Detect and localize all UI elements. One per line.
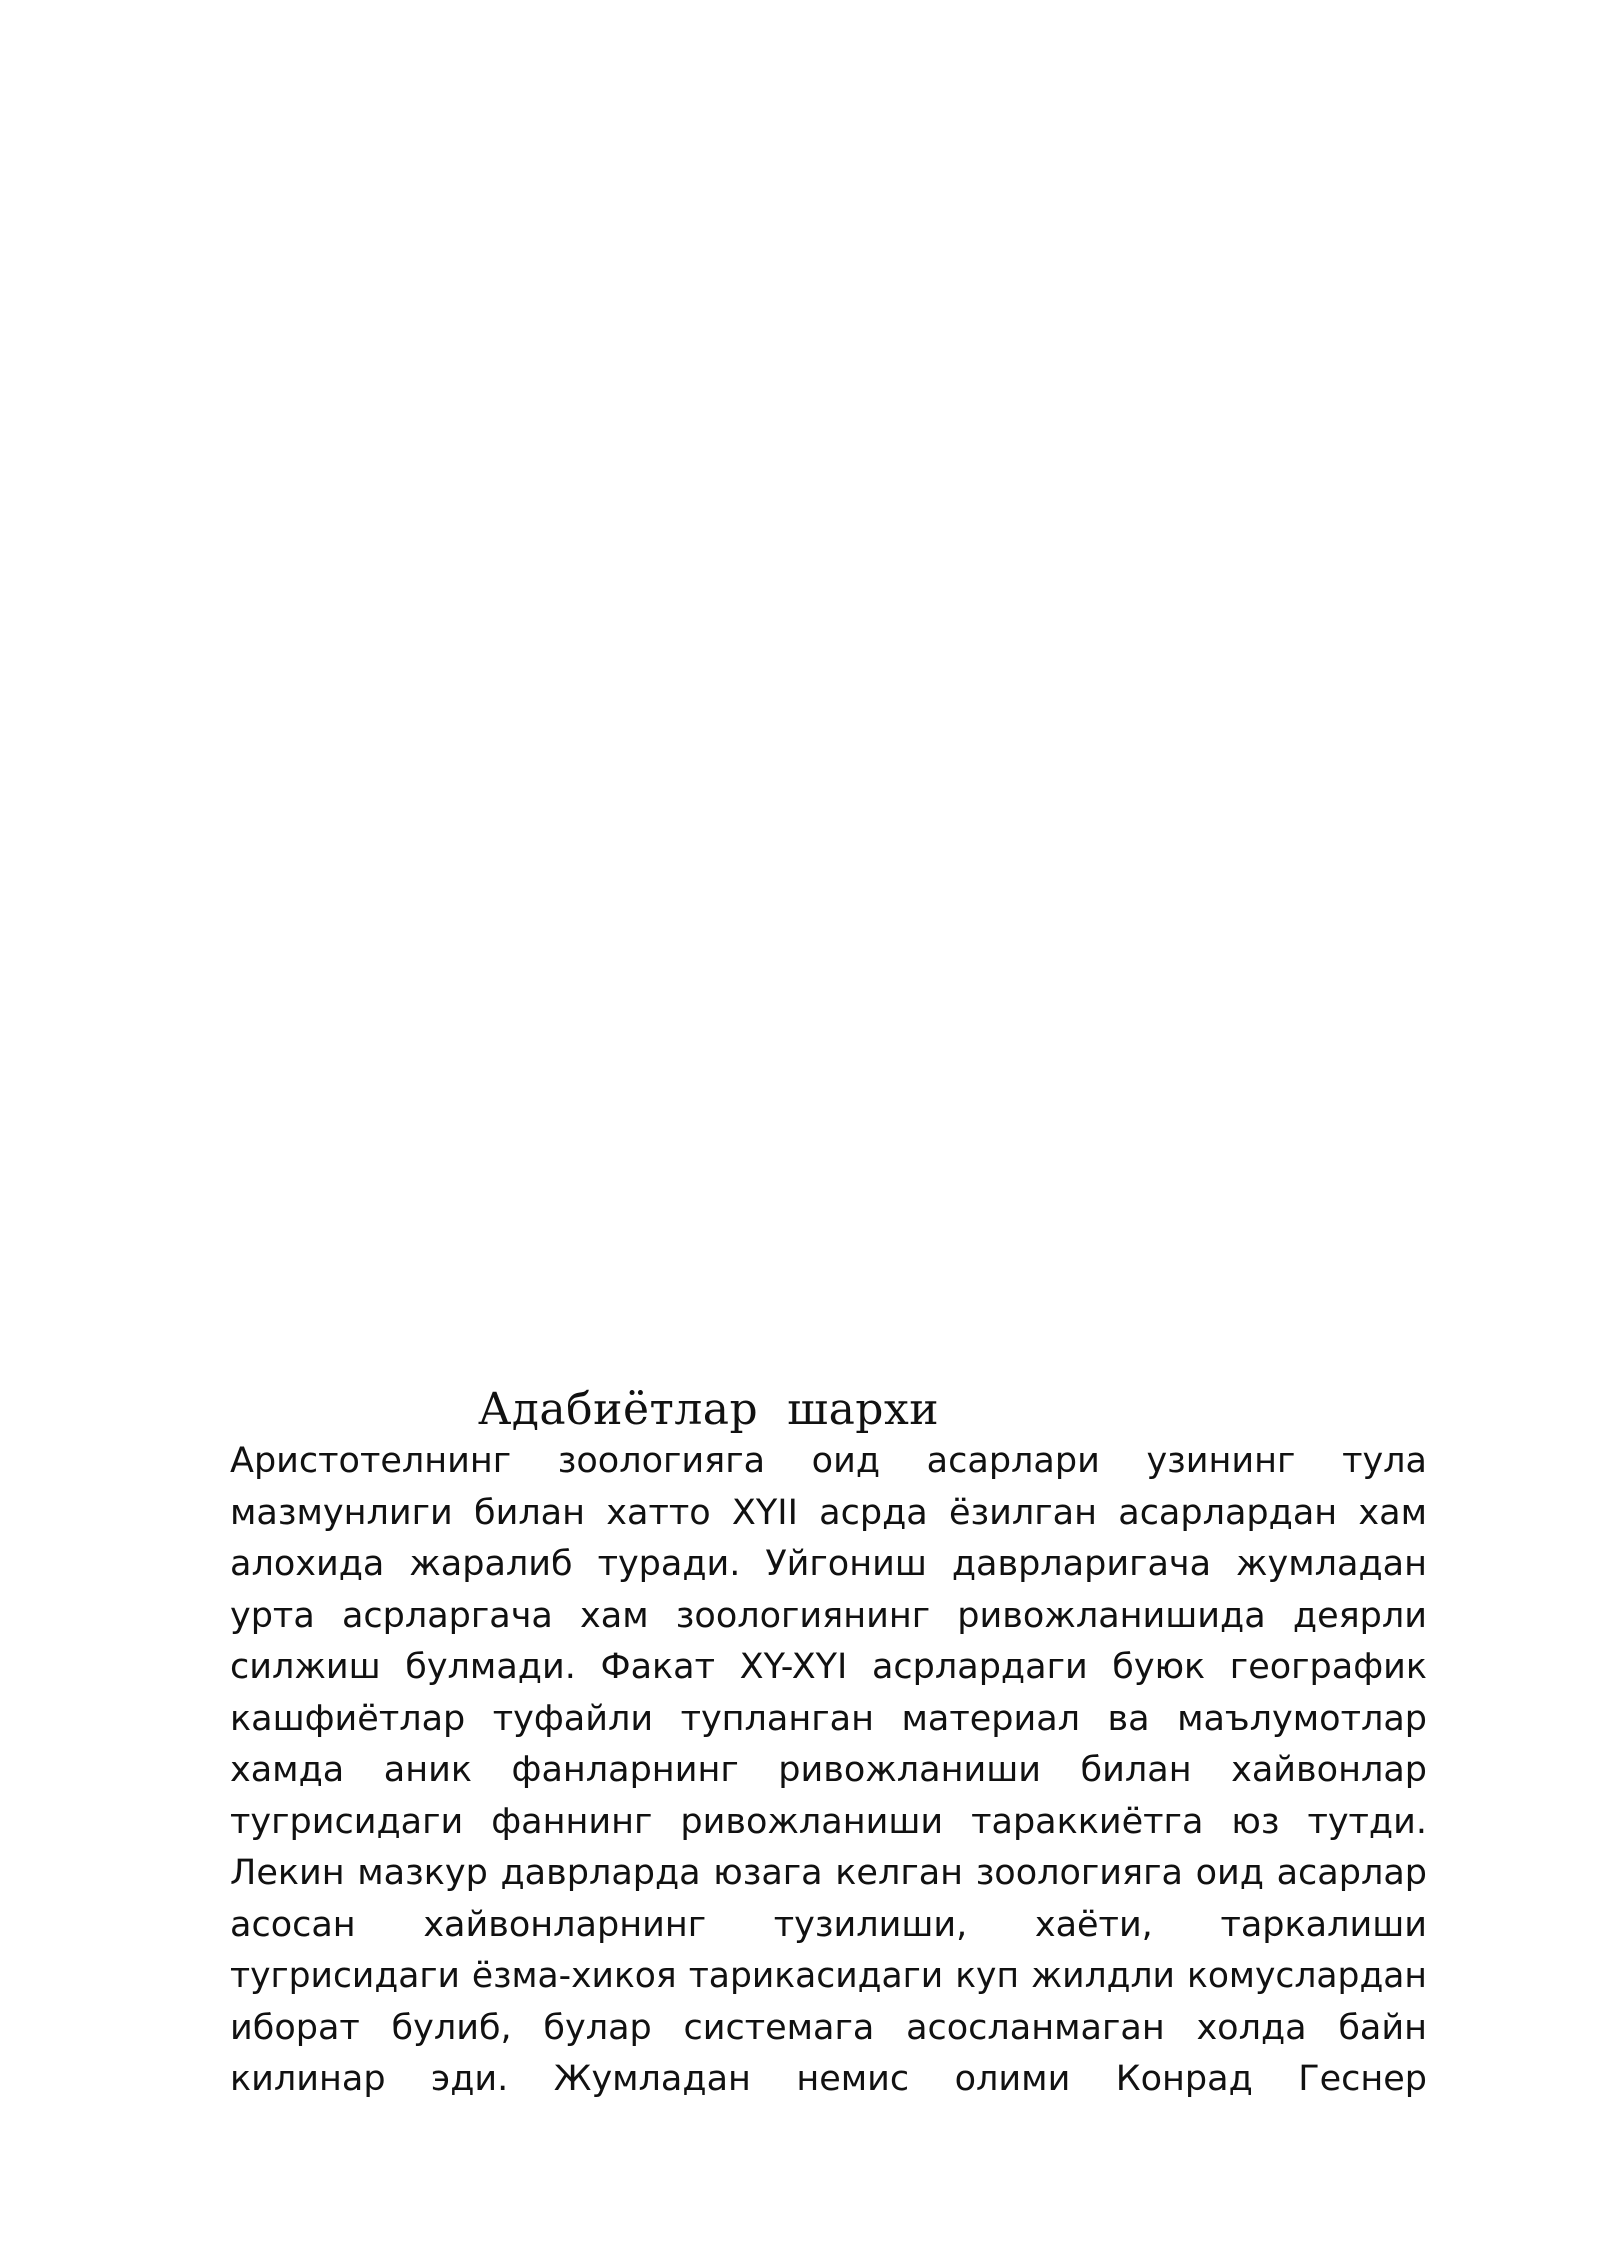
paragraph-line: силжиш булмади. Факат XY-XYI асрлардаги буюк географик bbox=[230, 1647, 1427, 1687]
paragraph-line: урта асрларгача хам зоологиянинг ривожланишида деярли bbox=[230, 1595, 1427, 1636]
paragraph-line: алохида жаралиб туради. Уйгониш даврларигача жумладан bbox=[230, 1544, 1427, 1584]
section-heading: Адабиётлар шархи bbox=[478, 1384, 940, 1435]
paragraph-line: тугрисидаги ёзма-хикоя тарикасидаги куп жилдли комуслардан bbox=[230, 1956, 1427, 1996]
paragraph-line: Лекин мазкур даврларда юзага келган зоологияга оид асарлар bbox=[230, 1853, 1427, 1893]
paragraph-line: Аристотелнинг зоологияга оид асарлари узининг тула bbox=[230, 1441, 1427, 1481]
paragraph-line: тугрисидаги фаннинг ривожланиши тараккиётга юз тутди. bbox=[230, 1801, 1427, 1842]
body-paragraph bbox=[230, 1436, 1427, 2106]
paragraph-line: мазмунлиги билан хатто XYII асрда ёзилган асарлардан хам bbox=[230, 1492, 1427, 1533]
paragraph-line: асосан хайвонларнинг тузилиши, хаёти, таркалиши bbox=[230, 1904, 1427, 1945]
paragraph-line: килинар эди. Жумладан немис олими Конрад Геснер bbox=[230, 2059, 1427, 2099]
paragraph-line: кашфиётлар туфайли тупланган материал ва маълумотлар bbox=[230, 1698, 1427, 1739]
paragraph-line: иборат булиб, булар системага асосланмаган холда байн bbox=[230, 2007, 1427, 2048]
paragraph-line: хамда аник фанларнинг ривожланиши билан хайвонлар bbox=[230, 1750, 1427, 1790]
